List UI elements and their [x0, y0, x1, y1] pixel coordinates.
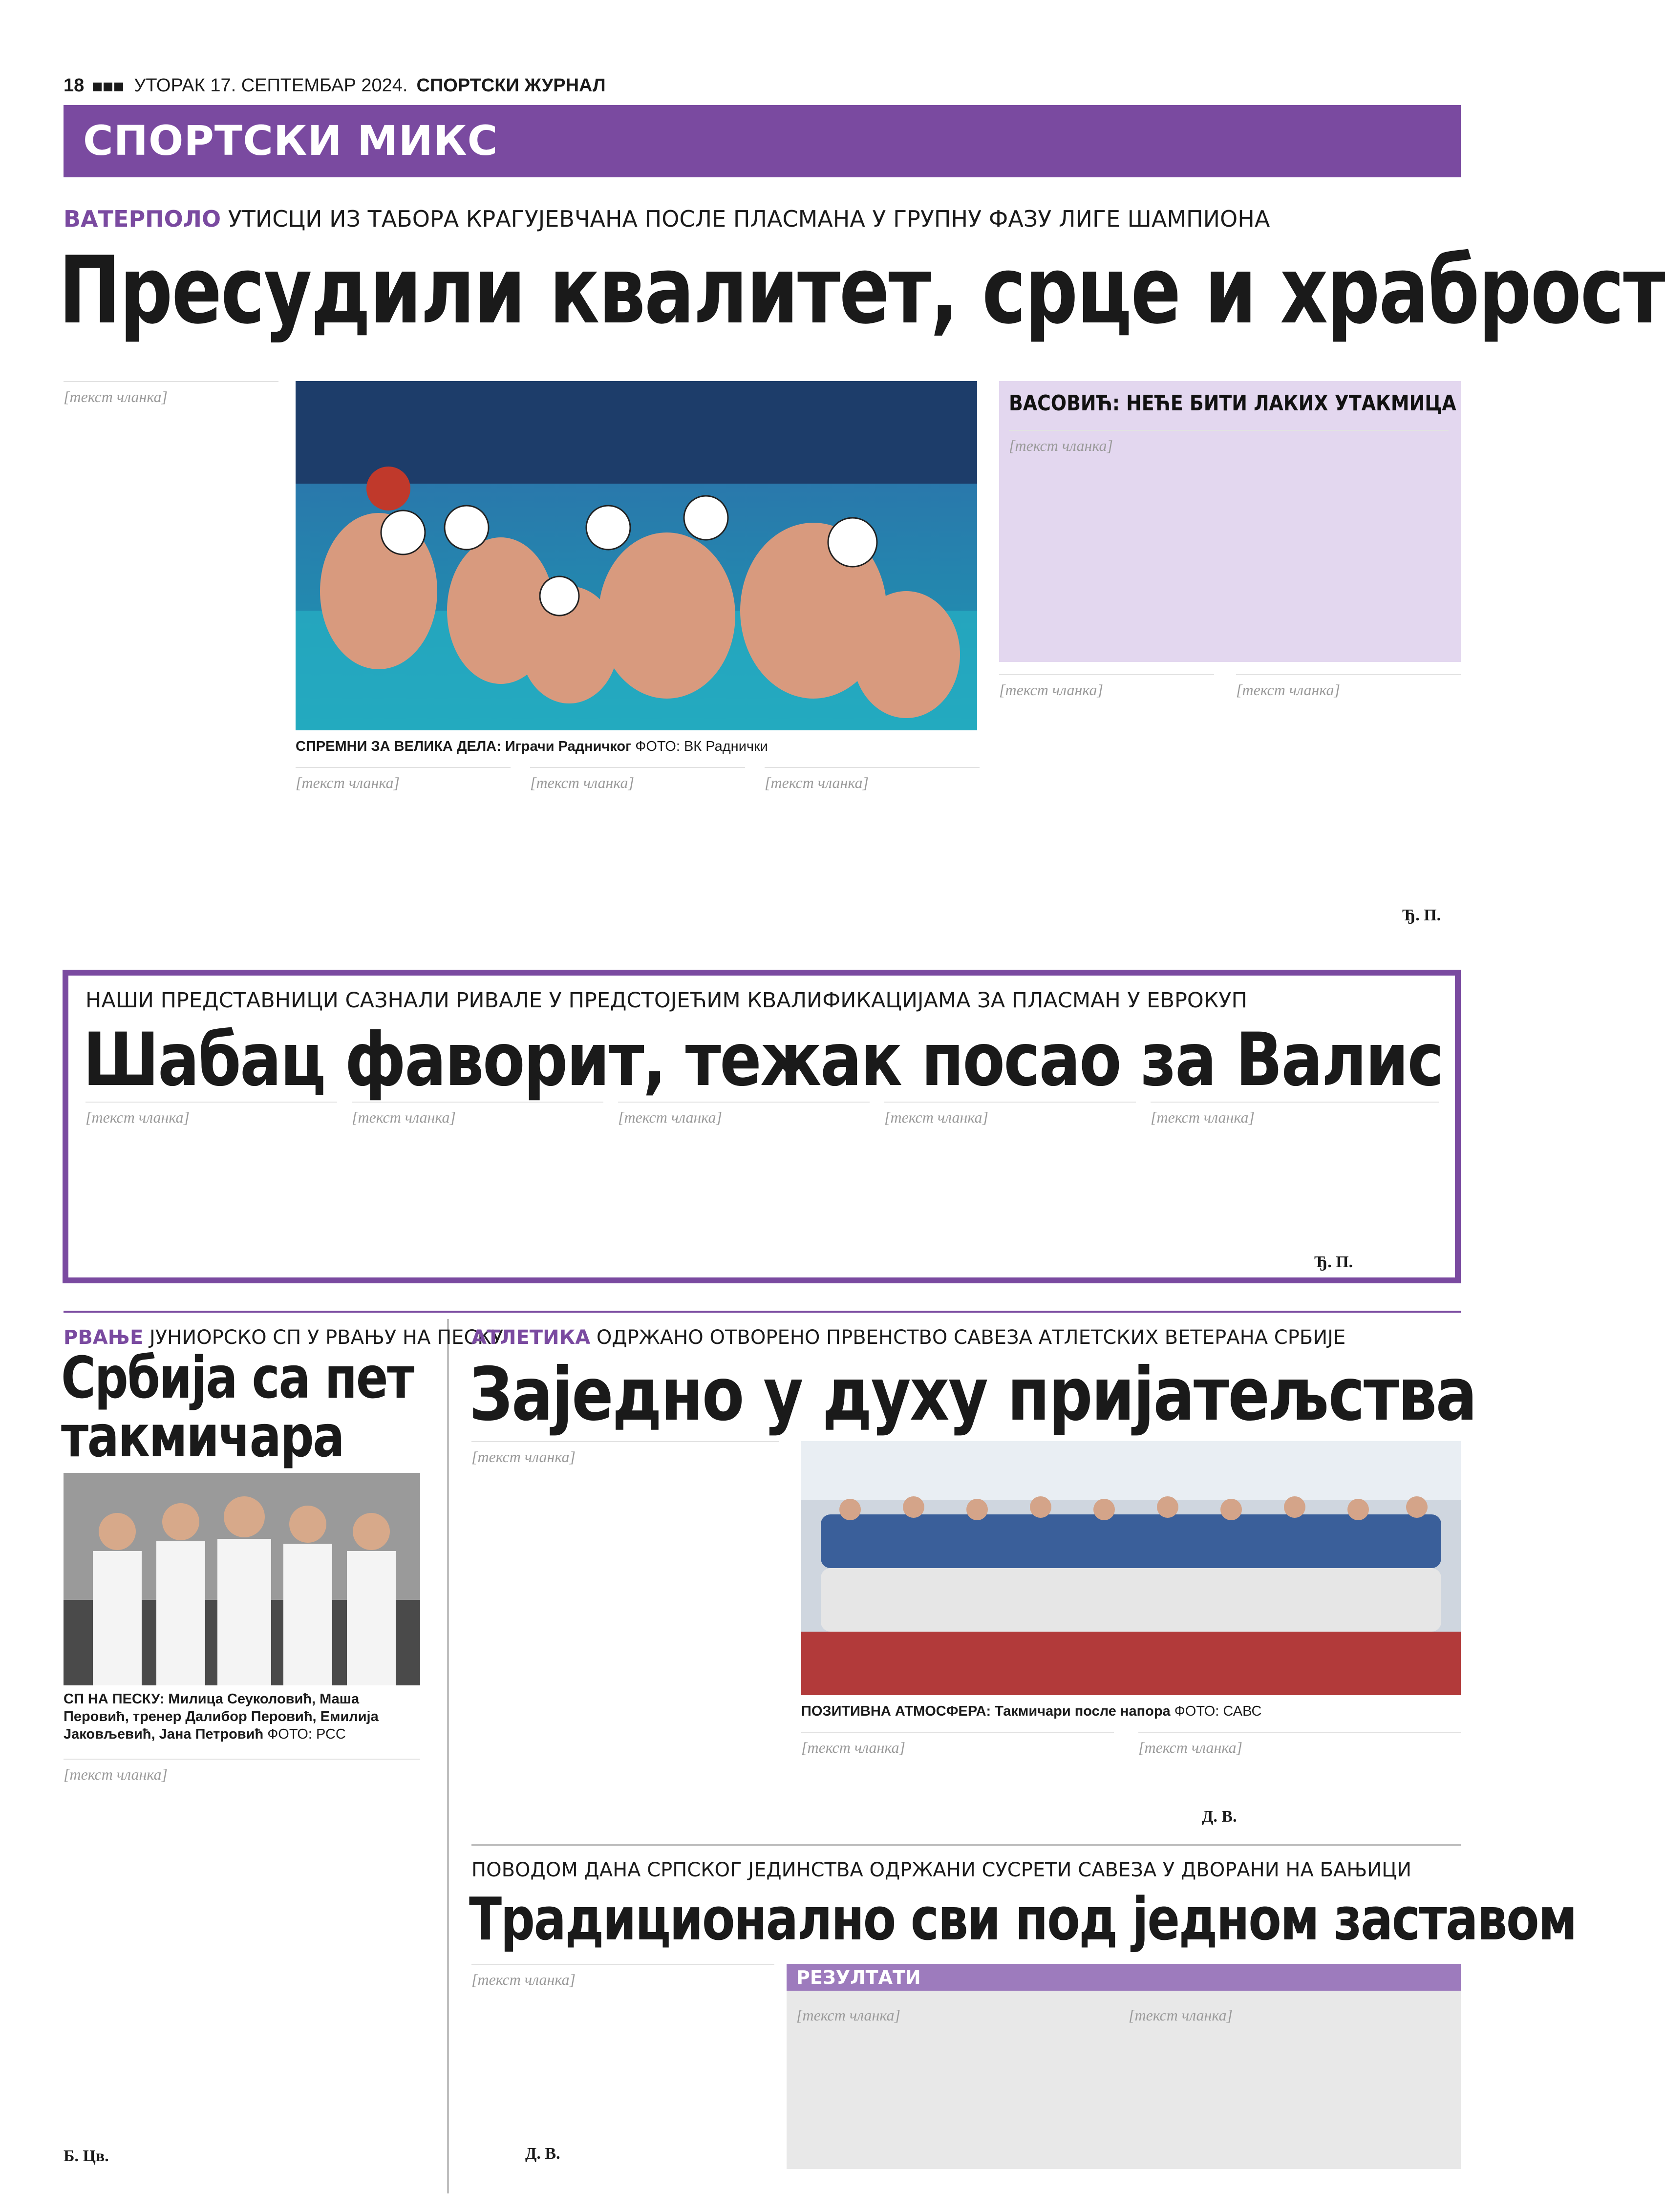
issue-date: УТОРАК 17. СЕПТЕМБАР 2024. — [134, 75, 408, 96]
results-column-2: [текст чланка] — [1129, 2006, 1233, 2024]
results-title: РЕЗУЛТАТИ — [796, 1967, 921, 1988]
article5-byline: Д. В. — [525, 2145, 560, 2163]
article1-column-3: [текст чланка] — [530, 767, 745, 928]
article1-byline: Ђ. П. — [1402, 906, 1441, 924]
article3-byline: Б. Цв. — [64, 2147, 109, 2165]
article1-tag: ВАТЕРПОЛО — [64, 206, 221, 232]
article3-body: [текст чланка] — [64, 1759, 420, 2140]
results-column-1: [текст чланка] — [796, 2006, 900, 2024]
article3-caption — [64, 1690, 420, 1743]
water-polo-photo-art — [296, 381, 977, 730]
article4-tag: АТЛЕТИКА — [471, 1326, 591, 1349]
sidebar-box — [999, 381, 1461, 662]
sidebar-title: ВАСОВИЋ: НЕЋЕ БИТИ ЛАКИХ УТАКМИЦА — [1009, 391, 1456, 416]
article1-column-1: [текст чланка] — [64, 381, 278, 928]
article2-kicker: НАШИ ПРЕДСТАВНИЦИ САЗНАЛИ РИВАЛЕ У ПРЕДСТОЈЕЋИМ КВАЛИФИКАЦИЈАМА ЗА ПЛАСМАН У ЕВРОКУП — [85, 988, 1247, 1013]
article5-body: [текст чланка] — [471, 1964, 774, 2140]
article1-column-5: [текст чланка] — [999, 674, 1214, 928]
article3-headline-line1: Србија са пет — [61, 1344, 413, 1411]
wrestling-team-photo — [64, 1473, 420, 1685]
article1-caption-bold: СПРЕМНИ ЗА ВЕЛИКА ДЕЛА: Играчи Радничког — [296, 739, 632, 754]
article3-caption-text: СП НА ПЕСКУ: Милица Сеуколовић, Маша Перовић, тренер Далибор Перовић, Емилија Јаковљевић, Јана Петровић — [64, 1691, 379, 1742]
sidebar-body: [текст чланка] — [1009, 430, 1449, 650]
article2-column-1: [текст чланка] — [85, 1102, 337, 1268]
article1-column-6: [текст чланка] — [1236, 674, 1461, 904]
divider-line-lower — [471, 1844, 1461, 1846]
section-title: СПОРТСКИ МИКС — [83, 117, 498, 165]
article3-headline-line2: такмичара — [61, 1403, 344, 1470]
paper-name: СПОРТСКИ ЖУРНАЛ — [416, 75, 606, 96]
article1-caption — [296, 738, 977, 755]
article4-kicker — [471, 1324, 1345, 1351]
article1-column-4: [текст чланка] — [765, 767, 980, 928]
article2-column-5: [текст чланка] — [1151, 1102, 1439, 1248]
article5-kicker: ПОВОДОМ ДАНА СРПСКОГ ЈЕДИНСТВА ОДРЖАНИ СУСРЕТИ САВЕЗА У ДВОРАНИ НА БАЊИЦИ — [471, 1859, 1412, 1881]
article4-byline: Д. В. — [1202, 1808, 1237, 1826]
column-divider — [447, 1319, 449, 2193]
article2-column-4: [текст чланка] — [884, 1102, 1136, 1268]
page-header — [64, 73, 1461, 98]
athletics-group-photo-art — [801, 1441, 1461, 1695]
article1-kicker — [64, 205, 1270, 233]
section-bar — [64, 105, 1461, 177]
article2-byline: Ђ. П. — [1314, 1253, 1353, 1271]
article5-headline: Традиционално сви под једном заставом — [469, 1886, 1577, 1954]
article3-caption-source: ФОТО: РСС — [267, 1726, 346, 1742]
results-box — [787, 1964, 1461, 2169]
water-polo-photo — [296, 381, 977, 730]
results-header — [787, 1964, 1461, 1991]
athletics-group-photo — [801, 1441, 1461, 1695]
article4-caption-bold: ПОЗИТИВНА АТМОСФЕРА: Такмичари после напора — [801, 1703, 1171, 1719]
article4-headline: Заједно у духу пријатељства — [469, 1352, 1476, 1437]
article1-kicker-text: УТИСЦИ ИЗ ТАБОРА КРАГУЈЕВЧАНА ПОСЛЕ ПЛАСМАНА У ГРУПНУ ФАЗУ ЛИГЕ ШАМПИОНА — [228, 206, 1270, 232]
article1-column-2: [текст чланка] — [296, 767, 511, 928]
header-squares-icon — [93, 75, 125, 96]
article4-column-1: [текст чланка] — [471, 1441, 779, 1832]
article4-caption — [801, 1702, 1461, 1720]
article2-column-2: [текст чланка] — [352, 1102, 603, 1268]
article4-column-2: [текст чланка] — [801, 1732, 1114, 1829]
article3-kicker-text: ЈУНИОРСКО СП У РВАЊУ НА ПЕСКУ — [149, 1326, 504, 1349]
article2-headline: Шабац фаворит, тежак посао за Валис — [83, 1018, 1443, 1103]
page-number: 18 — [64, 75, 85, 96]
article3-tag: РВАЊЕ — [64, 1326, 144, 1349]
article4-kicker-text: ОДРЖАНО ОТВОРЕНО ПРВЕНСТВО САВЕЗА АТЛЕТСКИХ ВЕТЕРАНА СРБИЈЕ — [596, 1326, 1346, 1349]
article1-headline: Пресудили квалитет, срце и храброст — [59, 236, 1665, 344]
article2-column-3: [текст чланка] — [618, 1102, 870, 1268]
divider-line — [64, 1311, 1461, 1313]
article4-caption-source: ФОТО: САВС — [1174, 1703, 1262, 1719]
article4-column-3: [текст чланка] — [1138, 1732, 1461, 1829]
wrestling-team-photo-art — [64, 1473, 420, 1685]
article1-caption-source: ФОТО: ВК Раднички — [635, 739, 768, 754]
